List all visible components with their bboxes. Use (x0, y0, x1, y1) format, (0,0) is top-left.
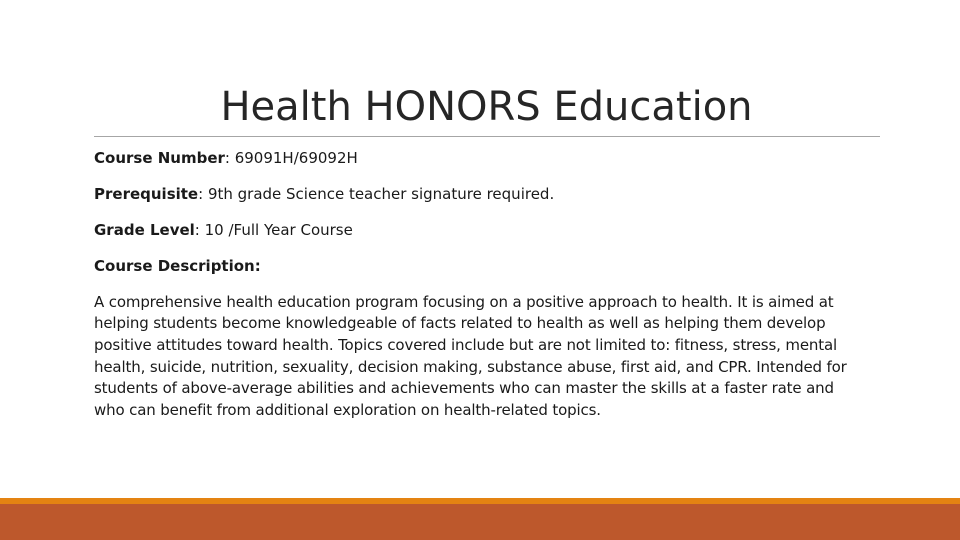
course-number-field (94, 148, 864, 170)
title-divider (94, 136, 880, 137)
course-description-text: A comprehensive health education program focusing on a positive approach to health. It is aimed at helping students become knowledgeable of facts related to health as well as helping them develop positive attitudes toward health. Topics covered include but are not limited to: fitness, stress, mental health, suicide, nutrition, sexuality, decision making, substance abuse, first aid, and CPR. Intended for students of above-average abilities and achievements who can master the skills at a faster rate and who can benefit from additional exploration on health-related topics. (94, 292, 847, 420)
course-number-value: 69091H/69092H (234, 149, 358, 167)
footer-band (0, 504, 960, 540)
grade-level-separator: : (194, 221, 205, 239)
prerequisite-field (94, 184, 864, 206)
prerequisite-value: 9th grade Science teacher signature required. (207, 185, 555, 203)
course-number-label: Course Number (94, 149, 225, 167)
course-description-label: Course Description: (94, 257, 261, 275)
slide-body (94, 148, 864, 422)
grade-level-field (94, 220, 864, 242)
slide-title: Health HONORS Education (220, 84, 753, 130)
prerequisite-label: Prerequisite (94, 185, 199, 203)
prerequisite-separator: : (198, 185, 208, 203)
course-number-separator: : (224, 149, 235, 167)
grade-level-value: 10 /Full Year Course (204, 221, 353, 239)
grade-level-label: Grade Level (94, 221, 195, 239)
